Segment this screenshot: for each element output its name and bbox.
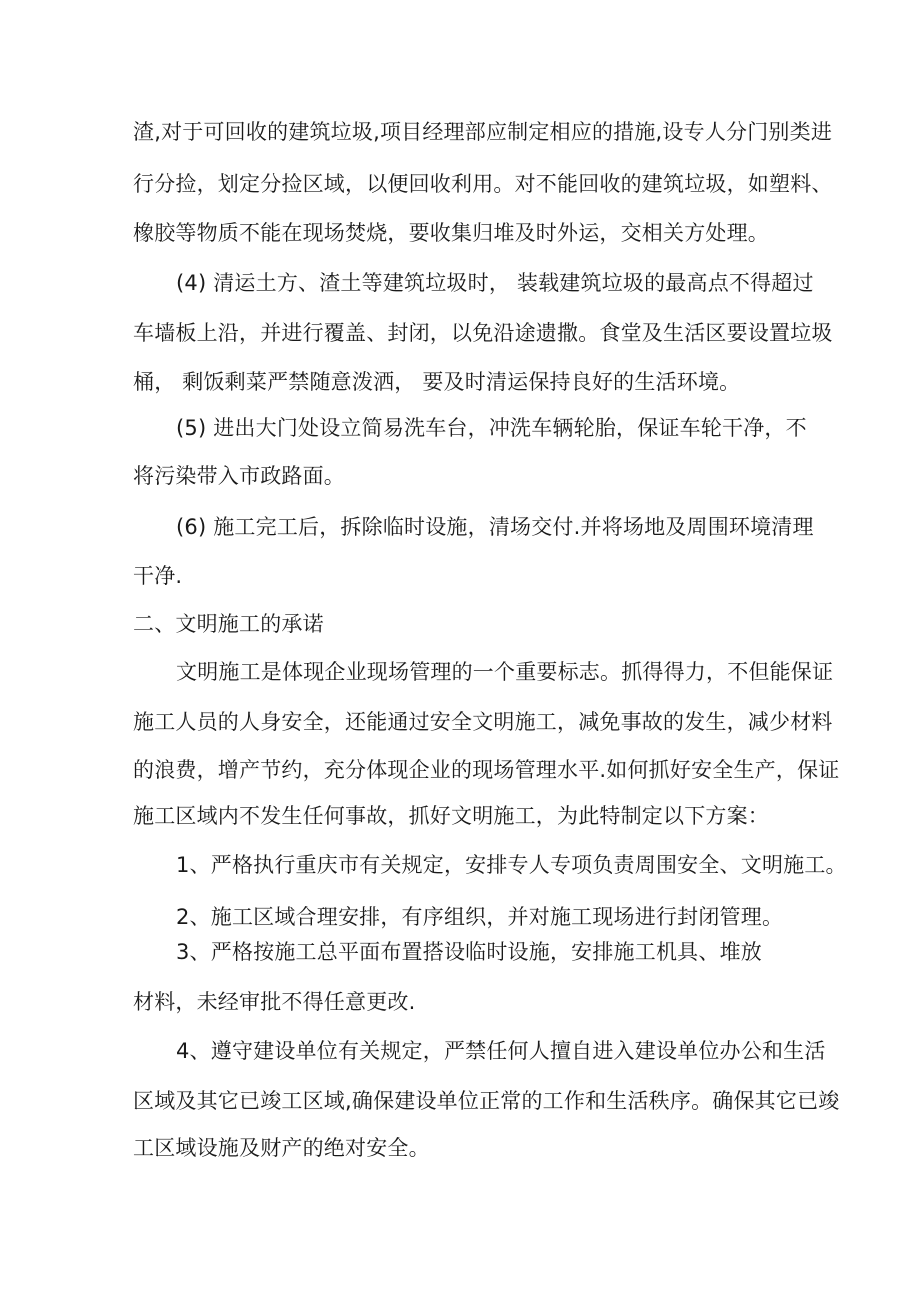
paragraph-line: 车墙板上沿，并进行覆盖、封闭，以免沿途遗撒。食堂及生活区要设置垃圾 (133, 321, 833, 345)
paragraph-line: 文明施工是体现企业现场管理的一个重要标志。抓得得力，不但能保证 (176, 660, 834, 684)
paragraph-line: (6) 施工完工后，拆除临时设施，清场交付.并将场地及周围环境清理 (176, 515, 814, 539)
paragraph-line: 将污染带入市政路面。 (133, 464, 345, 488)
list-item: 1、严格执行重庆市有关规定，安排专人专项负责周围安全、文明施工。 (176, 853, 847, 877)
paragraph-line: 桶， 剩饭剩菜严禁随意泼洒， 要及时清运保持良好的生活环境。 (133, 370, 741, 394)
paragraph-line: (4) 清运土方、渣土等建筑垃圾时， 装载建筑垃圾的最高点不得超过 (176, 271, 814, 295)
paragraph-line: 干净. (133, 564, 183, 588)
list-item-continuation: 工区域设施及财产的绝对安全。 (133, 1136, 430, 1160)
paragraph-line: 行分捡，划定分捡区域，以便回收利用。对不能回收的建筑垃圾，如塑料、 (133, 172, 833, 196)
list-item: 4、遵守建设单位有关规定，严禁任何人擅自进入建设单位办公和生活 (176, 1039, 826, 1063)
list-item: 2、施工区域合理安排，有序组织，并对施工现场进行封闭管理。 (176, 905, 784, 929)
paragraph-line: 渣,对于可回收的建筑垃圾,项目经理部应制定相应的措施,设专人分门别类进 (133, 120, 833, 144)
paragraph-line: 的浪费，增产节约，充分体现企业的现场管理水平.如何抓好安全生产，保证 (133, 758, 840, 782)
paragraph-line: 橡胶等物质不能在现场焚烧，要收集归堆及时外运，交相关方处理。 (133, 221, 769, 245)
paragraph-line: (5) 进出大门处设立简易洗车台，冲洗车辆轮胎，保证车轮干净，不 (176, 416, 807, 440)
list-item-continuation: 材料，未经审批不得任意更改. (133, 990, 416, 1014)
paragraph-line: 施工人员的人身安全，还能通过安全文明施工，减免事故的发生，减少材料 (133, 710, 833, 734)
list-item-continuation: 区域及其它已竣工区域,确保建设单位正常的工作和生活秩序。确保其它已竣 (133, 1089, 840, 1113)
section-heading: 二、文明施工的承诺 (133, 612, 324, 636)
list-item: 3、严格按施工总平面布置搭设临时设施，安排施工机具、堆放 (176, 940, 762, 964)
paragraph-line: 施工区域内不发生任何事故，抓好文明施工，为此特制定以下方案： (133, 804, 769, 828)
